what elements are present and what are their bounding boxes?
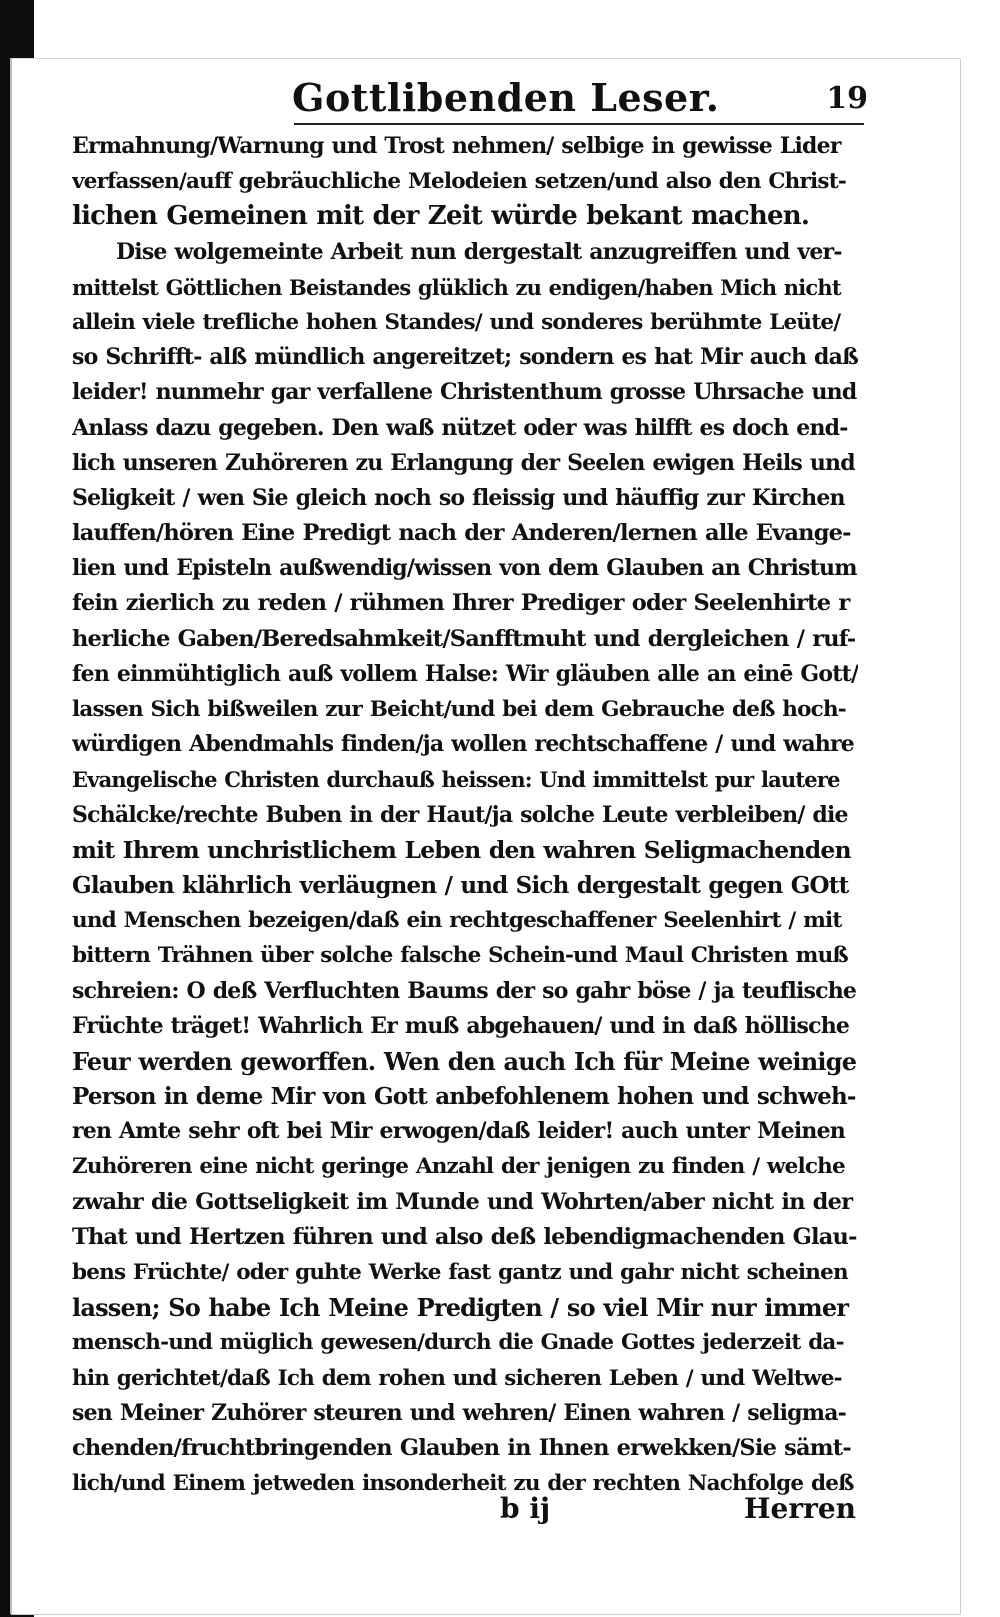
text-line: lien und Episteln außwendig/wissen von dem Glauben an Christum [72, 555, 857, 582]
text-line: Zuhöreren eine nicht geringe Anzahl der jenigen zu finden / welche [72, 1154, 845, 1180]
text-line: würdigen Abendmahls finden/ja wollen rechtschaffene / und wahre [72, 731, 854, 758]
page-number: 19 [826, 81, 868, 116]
text-line: Schälcke/rechte Buben in der Haut/ja solche Leute verbleiben/ die [72, 801, 848, 828]
text-line: Glauben klährlich verläugnen / und Sich dergestalt gegen GOtt [72, 871, 849, 899]
text-line: fein zierlich zu reden / rühmen Ihrer Prediger oder Seelenhirte r [72, 590, 850, 617]
header-rule [294, 123, 864, 125]
text-line: und Menschen bezeigen/daß ein rechtgeschaffener Seelenhirt / mit [72, 908, 842, 934]
running-title: Gottlibenden Leser. [292, 75, 720, 120]
scan-margin-top [34, 0, 1000, 42]
text-line: mittelst Göttlichen Beistandes glüklich zu endigen/haben Mich nicht [72, 274, 841, 300]
text-line: lauffen/hören Eine Predigt nach der Anderen/lernen alle Evange- [72, 520, 851, 547]
text-line: bens Früchte/ oder guhte Werke fast gantz und gahr nicht scheinen [72, 1260, 848, 1285]
catchword: Herren [744, 1492, 856, 1525]
text-line: schreien: O deß Verfluchten Baums der so gahr böse / ja teuflische [72, 977, 857, 1004]
text-line: mensch-und müglich gewesen/durch die Gnade Gottes jederzeit da- [72, 1330, 844, 1356]
text-line: verfassen/auff gebräuchliche Melodeien setzen/und also den Christ- [72, 169, 846, 195]
text-line: zwahr die Gottseligkeit im Munde und Wohrten/aber nicht in der [72, 1188, 853, 1215]
text-line: Ermahnung/Warnung und Trost nehmen/ selbige in gewisse Lider [72, 133, 841, 159]
text-line: chenden/fruchtbringenden Glauben in Ihnen erwekken/Sie sämt- [72, 1434, 851, 1461]
text-line: mit Ihrem unchristlichem Leben den wahren Seligmachenden [72, 835, 851, 864]
text-line: lassen; So habe Ich Meine Predigten / so viel Mir nur immer [72, 1293, 849, 1323]
text-line: lassen Sich bißweilen zur Beicht/und bei dem Gebrauche deß hoch- [72, 697, 846, 722]
text-line: Anlass dazu gegeben. Den waß nützet oder was hilfft es doch end- [72, 414, 848, 441]
text-line: so Schrifft- alß mündlich angereitzet; sondern es hat Mir auch daß [72, 344, 858, 371]
signature-mark: b ij [500, 1492, 551, 1525]
book-page [10, 58, 960, 1614]
text-line: sen Meiner Zuhörer steuren und wehren/ Einen wahren / seligma- [72, 1399, 847, 1426]
body-text [72, 129, 858, 1501]
text-line: fen einmühtiglich auß vollem Halse: Wir gläuben alle an einē Gott/ [72, 660, 858, 687]
text-line: Feur werden geworffen. Wen den auch Ich für Meine weinige [72, 1046, 857, 1076]
text-line: herliche Gaben/Beredsahmkeit/Sanfftmuht und dergleichen / ruf- [72, 625, 856, 652]
page-header [12, 67, 960, 127]
text-line: allein viele trefliche hohen Standes/ und sonderes berühmte Leüte/ [72, 309, 841, 335]
text-line: Evangelische Christen durchauß heissen: Und immittelst pur lautere [72, 767, 840, 793]
text-line: Seligkeit / wen Sie gleich noch so fleissig und häuffig zur Kirchen [72, 484, 845, 511]
text-line: Person in deme Mir von Gott anbefohlenem hohen und schweh- [72, 1083, 856, 1111]
text-line: lichen Gemeinen mit der Zeit würde bekant machen. [72, 201, 810, 232]
text-line: ren Amte sehr oft bei Mir erwogen/daß leider! auch unter Meinen [72, 1118, 845, 1145]
text-line: lich unseren Zuhöreren zu Erlangung der Seelen ewigen Heils und [72, 449, 855, 476]
text-line: hin gerichtet/daß Ich dem rohen und sicheren Leben / und Weltwe- [72, 1365, 842, 1391]
text-line: That und Hertzen führen und also deß lebendigmachenden Glau- [72, 1223, 857, 1250]
text-line: bittern Trähnen über solche falsche Schein-und Maul Christen muß [72, 943, 848, 969]
text-line: lich/und Einem jetweden insonderheit zu der rechten Nachfolge deß [72, 1471, 854, 1497]
text-line: Dise wolgemeinte Arbeit nun dergestalt anzugreiffen und ver- [116, 238, 842, 265]
text-line: leider! nunmehr gar verfallene Christenthum grosse Uhrsache und [72, 379, 857, 406]
text-line: Früchte träget! Wahrlich Er muß abgehauen/ und in daß höllische [72, 1012, 850, 1039]
